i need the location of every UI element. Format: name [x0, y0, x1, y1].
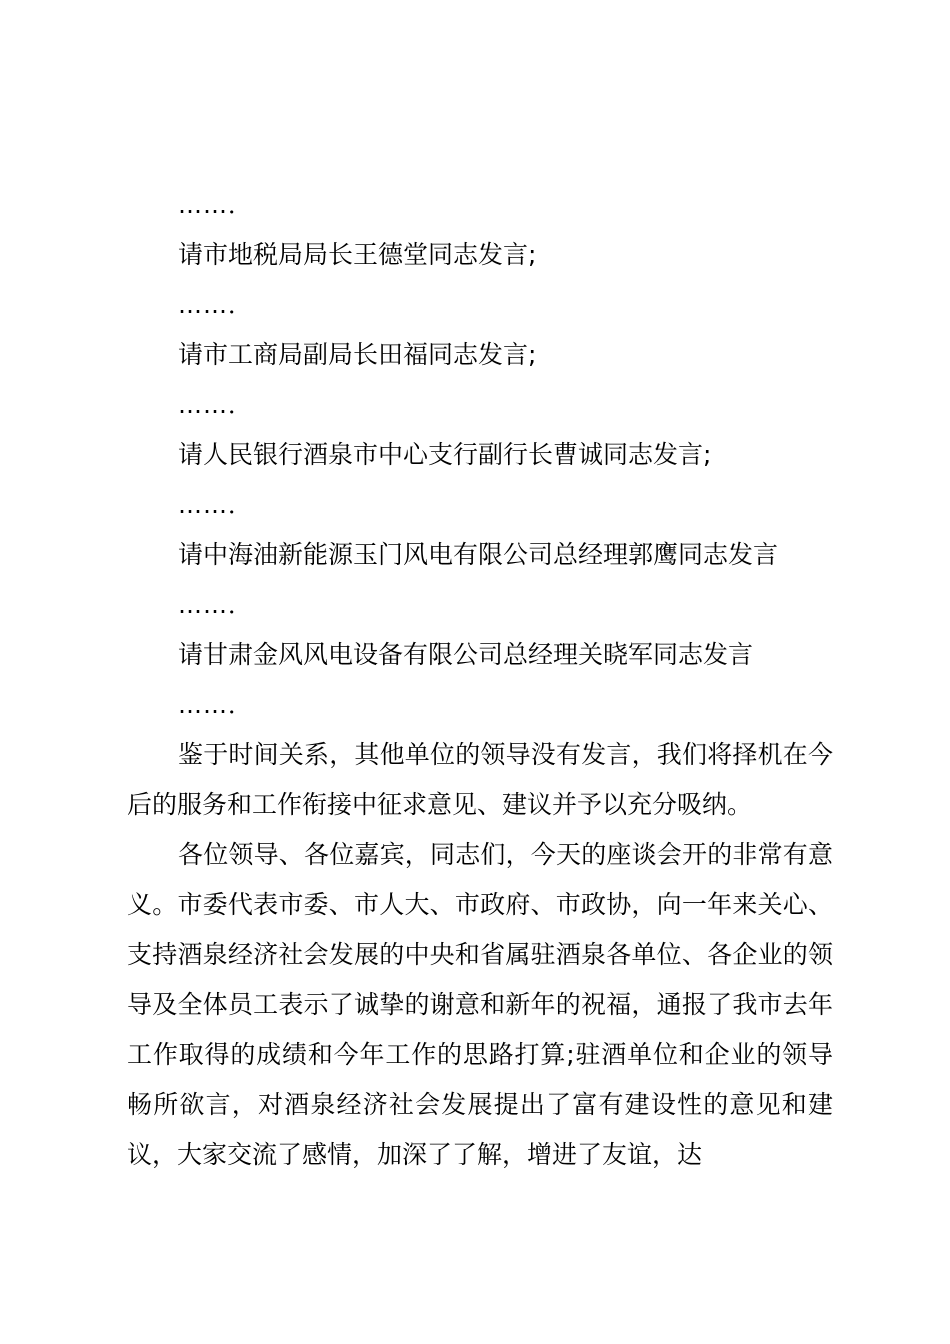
paragraph: 各位领导、各位嘉宾，同志们，今天的座谈会开的非常有意义。市委代表市委、市人大、市政府、市政协，向一年来关心、支持酒泉经济社会发展的中央和省属驻酒泉各单位、各企业的领导及全体员工表示了诚挚的谢意和新年的祝福，通报了我市去年工作取得的成绩和今年工作的思路打算;驻酒单位和企业的领导畅所欲言，对酒泉经济社会发展提出了富有建设性的意见和建议，大家交流了感情，加深了了解，增进了友谊，达	[127, 840, 833, 1169]
speaker-line: 请人民银行酒泉市中心支行副行长曹诚同志发言;	[178, 440, 712, 469]
document-body	[127, 180, 833, 1180]
ellipsis-line: ……．	[178, 391, 253, 419]
ellipsis-line: ……．	[178, 591, 253, 619]
speaker-line: 请甘肃金风风电设备有限公司总经理关晓军同志发言	[178, 640, 754, 669]
ellipsis-line: ……．	[178, 191, 253, 219]
ellipsis-line: ……．	[178, 491, 253, 519]
ellipsis-line: ……．	[178, 291, 253, 319]
speaker-line: 请市地税局局长王德堂同志发言;	[178, 240, 537, 269]
speaker-line: 请中海油新能源玉门风电有限公司总经理郭鹰同志发言	[178, 540, 779, 569]
speaker-line: 请市工商局副局长田福同志发言;	[178, 340, 537, 369]
ellipsis-line: ……．	[178, 691, 253, 719]
paragraph: 鉴于时间关系，其他单位的领导没有发言，我们将择机在今后的服务和工作衔接中征求意见、建议并予以充分吸纳。	[127, 740, 833, 819]
